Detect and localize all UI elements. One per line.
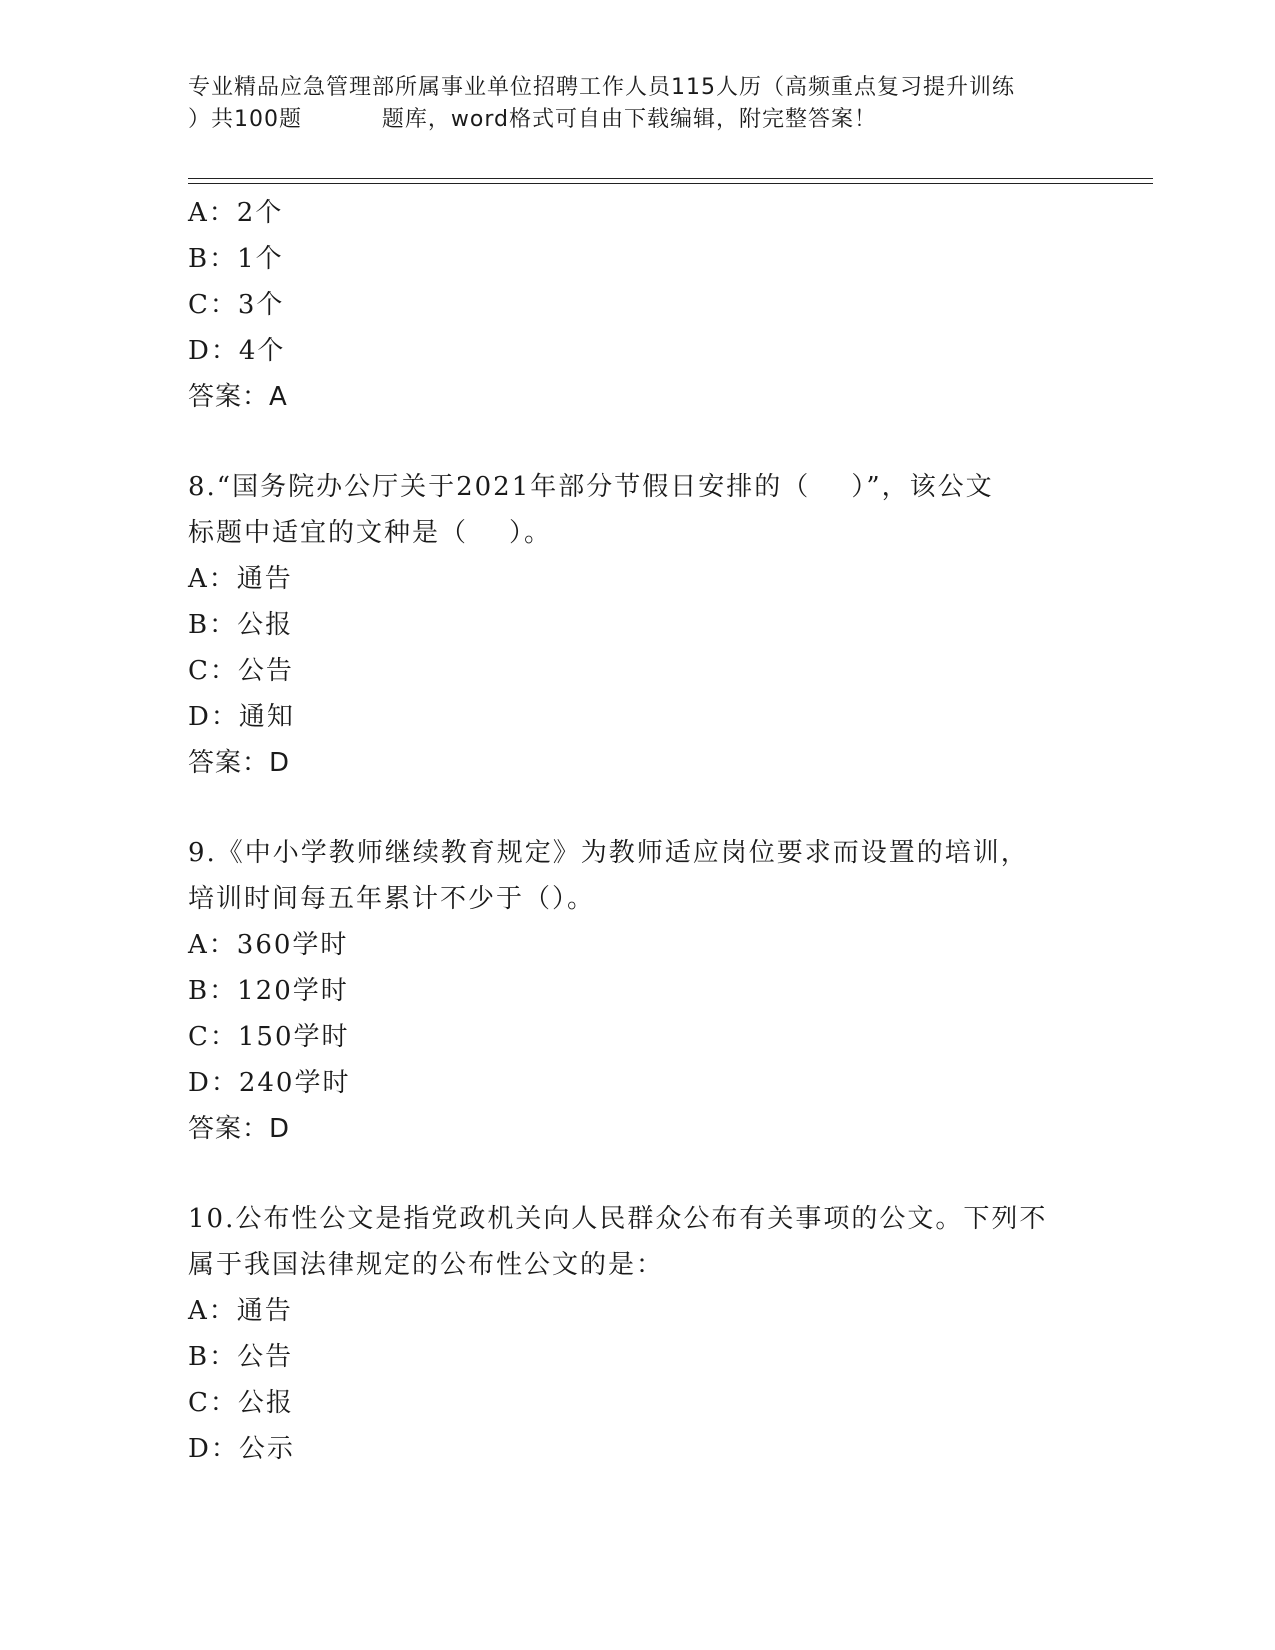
header-title-line-2: ）共100题 题库，word格式可自由下载编辑，附完整答案！ xyxy=(188,107,878,132)
option-b: B：公告 xyxy=(188,1342,294,1372)
option-a: A：通告 xyxy=(188,564,293,594)
answer: 答案：A xyxy=(188,382,288,412)
question-text-line-2: 标题中适宜的文种是（ ）。 xyxy=(188,518,553,548)
option-b: B：公报 xyxy=(188,610,294,640)
option-a: A：通告 xyxy=(188,1296,293,1326)
option-b: B：1个 xyxy=(188,244,284,274)
option-d: D：公示 xyxy=(188,1434,295,1464)
answer: 答案：D xyxy=(188,748,291,778)
spacer xyxy=(188,1152,1088,1196)
question-list xyxy=(188,190,1088,1472)
header-divider-bottom xyxy=(188,183,1153,184)
question-8 xyxy=(188,464,1088,786)
question-10 xyxy=(188,1196,1088,1472)
option-d: D：240学时 xyxy=(188,1068,351,1098)
question-9 xyxy=(188,830,1088,1152)
option-c: C：3个 xyxy=(188,290,285,320)
option-d: D：通知 xyxy=(188,702,295,732)
question-text-line-1: 9.《中小学教师继续教育规定》为教师适应岗位要求而设置的培训， xyxy=(188,838,1029,868)
option-d: D：4个 xyxy=(188,336,286,366)
question-7 xyxy=(188,190,1088,420)
option-c: C：150学时 xyxy=(188,1022,350,1052)
question-text-line-2: 属于我国法律规定的公布性公文的是： xyxy=(188,1250,665,1280)
question-text-line-1: 8.“国务院办公厅关于2021年部分节假日安排的（ ）”，该公文 xyxy=(188,472,994,502)
spacer xyxy=(188,420,1088,464)
option-c: C：公报 xyxy=(188,1388,294,1418)
document-header xyxy=(188,72,1088,136)
option-a: A：2个 xyxy=(188,198,284,228)
header-divider-top xyxy=(188,178,1153,179)
answer: 答案：D xyxy=(188,1114,291,1144)
option-a: A：360学时 xyxy=(188,930,349,960)
question-text-line-1: 10.公布性公文是指党政机关向人民群众公布有关事项的公文。下列不 xyxy=(188,1204,1048,1234)
header-title-line-1: 专业精品应急管理部所属事业单位招聘工作人员115人历（高频重点复习提升训练 xyxy=(188,75,1015,100)
spacer xyxy=(188,786,1088,830)
option-c: C：公告 xyxy=(188,656,294,686)
option-b: B：120学时 xyxy=(188,976,349,1006)
question-text-line-2: 培训时间每五年累计不少于（）。 xyxy=(188,884,596,914)
